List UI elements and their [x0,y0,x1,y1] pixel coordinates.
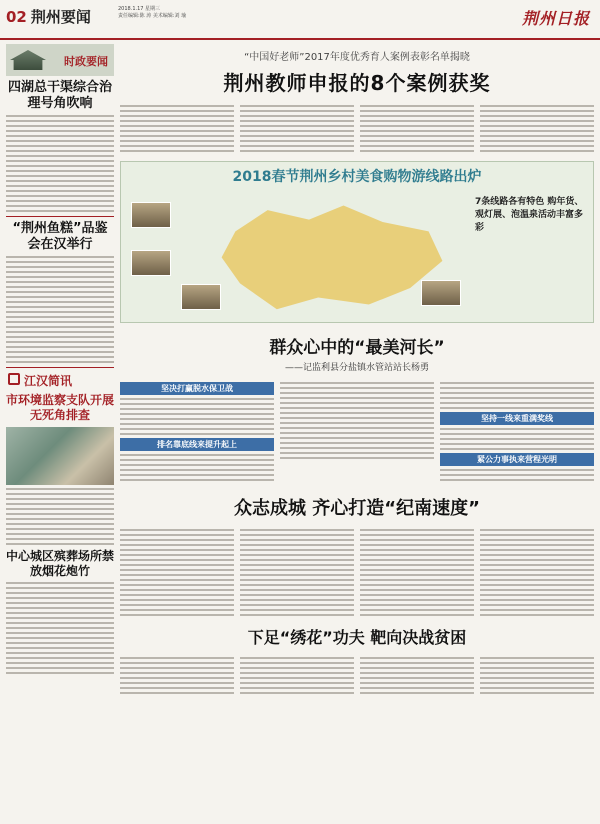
map-note: 7条线路各有特色 购年货、观灯展、泡温泉活动丰富多彩 [475,197,584,233]
masthead-info: 2018.1.17 星期三 责任编辑:陈 涛 美术编辑:刘 瑜 [118,6,187,19]
map-photo [421,280,461,306]
left-column [6,44,114,820]
article-body [6,256,114,363]
subhead-label: 排名靠底线来提升起上 [120,438,274,451]
news-photo [6,427,114,485]
tour-route-map [120,161,594,323]
section-banner [6,44,114,76]
poverty-article-body [120,654,594,697]
newspaper-logo: 荆州日报 [521,9,590,28]
river-article-body [120,379,594,484]
subhead-label: 紧公力事执来营程光明 [440,453,594,466]
article-body [6,488,114,545]
divider [6,216,114,217]
river-subheadline: ——记监利县分盐镇水管站站长杨勇 [284,363,429,373]
map-title[interactable]: 2018春节荆州乡村美食购物游线路出炉 [232,169,482,185]
map-photo [181,284,221,310]
lead-headline[interactable]: 荆州教师申报的8个案例获奖 [223,71,491,95]
map-photo [131,250,171,276]
section-name: 荆州要闻 [30,8,91,26]
article-body [6,582,114,674]
lead-article-body [120,102,594,155]
poverty-headline[interactable]: 下足“绣花”功夫 靶向决战贫困 [247,628,467,647]
masthead [0,0,600,40]
map-region [217,196,447,314]
jianghan-brief-banner [6,367,114,389]
subhead-label: 坚决打赢脱水保卫战 [120,382,274,395]
lower-headline[interactable]: 众志成城 齐心打造“纪南速度” [234,498,480,519]
river-headline[interactable]: 群众心中的“最美河长” [269,338,445,358]
article-title[interactable]: 中心城区殡葬场所禁放烟花炮竹 [6,549,115,578]
article-title[interactable]: 市环境监察支队开展无死角排查 [6,393,115,422]
jianghan-brief-label: 江汉简讯 [24,374,73,388]
subhead-label: 坚持一线来重满奖线 [440,412,594,425]
brief-icon [8,373,20,385]
lower-article-body [120,526,594,619]
page-number: 02 荆州要闻 [6,8,91,26]
pavilion-icon [10,50,46,70]
map-photo [131,202,171,228]
headline-kicker: “中国好老师”2017年度优秀育人案例表彰名单揭晓 [244,52,470,63]
main-area [120,44,594,820]
section-banner-label: 时政要闻 [64,55,108,68]
article-body [6,115,114,212]
article-title[interactable]: 四湖总干渠综合治理号角吹响 [7,80,112,111]
article-title[interactable]: “荆州鱼糕”品鉴会在汉举行 [12,221,108,252]
